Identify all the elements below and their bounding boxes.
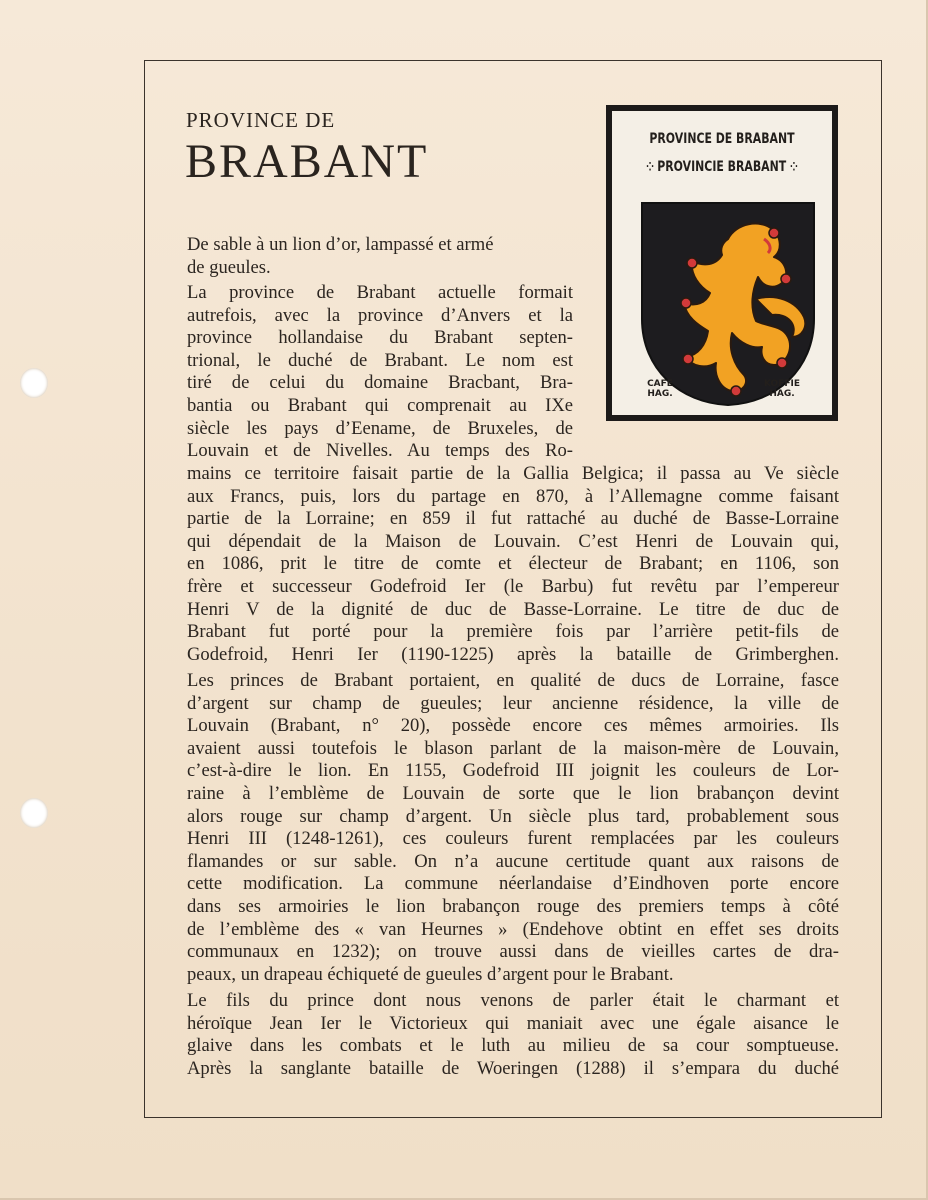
- paragraph-jean-ier: [187, 990, 839, 1080]
- text-line: De sable à un lion d’or, lampassé et armé: [187, 234, 494, 255]
- text-line: trional, le duché de Brabant. Le nom est: [187, 349, 573, 371]
- text-line: partie de la Lorraine; en 859 il fut rattaché au duché de Basse-Lorraine: [187, 508, 839, 530]
- text-line: peaux, un drapeau échiqueté de gueules d’argent pour le Brabant.: [187, 963, 674, 985]
- text-line: Brabant fut porté pour la première fois par l’arrière petit-fils de: [187, 621, 839, 643]
- text-line: alors rouge sur champ d’argent. Un siècle plus tard, probablement sous: [187, 805, 839, 827]
- text-line: Henri V de la dignité de duc de Basse-Lorraine. Le titre de duc de: [187, 598, 839, 620]
- text-line: dans ses armoiries le lion brabançon rouge des premiers temps à côté: [187, 895, 839, 917]
- text-line: Le fils du prince dont nous venons de parler était le charmant et: [187, 990, 839, 1011]
- paragraph-history-full: [187, 463, 839, 666]
- text-line: qui dépendait de la Maison de Louvain. C’est Henri de Louvain qui,: [187, 530, 839, 552]
- text-line: communaux en 1232); on trouve aussi dans de vieilles cartes de dra-: [187, 941, 839, 963]
- ornament-icon: ⁘: [789, 160, 798, 174]
- text-line: raine à l’emblème de Louvain de sorte que le lion brabançon devint: [187, 782, 839, 804]
- punch-hole-top: [20, 368, 48, 398]
- ornament-icon: ⁘: [646, 160, 658, 174]
- page-title: BRABANT: [185, 135, 429, 188]
- stamp-face: [612, 111, 832, 415]
- text-line: autrefois, avec la province d’Anvers et la: [187, 304, 573, 326]
- page-subtitle: PROVINCE DE: [186, 108, 336, 132]
- text-line: glaive dans les combats et le luth au milieu de sa cour somptueuse.: [187, 1035, 839, 1057]
- stamp-maker-left: CAFÉ HAG.: [647, 379, 673, 399]
- text-line: flamandes or sur sable. On n’a aucune certitude quant aux raisons de: [187, 850, 839, 872]
- stamp-caption-dutch: PROVINCIE BRABANT: [657, 159, 787, 175]
- text-line: aux Francs, puis, lors du partage en 870, à l’Allemagne comme faisant: [187, 485, 839, 507]
- paragraph-history-narrow: [187, 282, 573, 463]
- text-line: en 1086, prit le titre de comte et électeur de Brabant; en 1106, son: [187, 553, 839, 575]
- text-line: tiré de celui du domaine Bracbant, Bra-: [187, 372, 573, 394]
- punch-hole-bottom: [20, 798, 48, 828]
- text-line: siècle les pays d’Eename, de Bruxeles, de: [187, 417, 573, 439]
- text-line: Louvain (Brabant, n° 20), possède encore ces mêmes armoiries. Ils: [187, 715, 839, 737]
- text-line: de gueules.: [187, 256, 271, 278]
- text-line: La province de Brabant actuelle formait: [187, 282, 573, 303]
- text-line: frère et successeur Godefroid Ier (le Barbu) fut revêtu par l’empereur: [187, 575, 839, 597]
- paragraph-blazon: [187, 234, 573, 279]
- text-line: Après la sanglante bataille de Woeringen (1288) il s’empara du duché: [187, 1057, 839, 1079]
- text-line: Godefroid, Henri Ier (1190-1225) après la bataille de Grimberghen.: [187, 643, 839, 665]
- stamp-caption-dutch-row: [636, 159, 808, 175]
- text-line: bantia ou Brabant qui comprenait au IXe: [187, 394, 573, 416]
- text-line: Les princes de Brabant portaient, en qualité de ducs de Lorraine, fasce: [187, 670, 839, 691]
- stamp-caption-french: PROVINCE DE BRABANT: [649, 131, 795, 147]
- paragraph-princes: [187, 670, 839, 986]
- text-line: d’argent sur champ de gueules; leur ancienne résidence, la ville de: [187, 692, 839, 714]
- text-line: cette modification. La commune néerlandaise d’Eindhoven porte encore: [187, 873, 839, 895]
- text-line: mains ce territoire faisait partie de la Gallia Belgica; il passa au Ve siècle: [187, 463, 839, 484]
- text-line: de l’emblème des « van Heurnes » (Endehove obtint en effet ses droits: [187, 918, 839, 940]
- text-line: Louvain et de Nivelles. Au temps des Ro-: [187, 440, 573, 462]
- text-line: province hollandaise du Brabant septen-: [187, 327, 573, 349]
- text-line: Henri III (1248-1261), ces couleurs furent remplacées par les couleurs: [187, 828, 839, 850]
- text-line: avaient aussi toutefois le blason parlant de la maison-mère de Louvain,: [187, 737, 839, 759]
- text-line: c’est-à-dire le lion. En 1155, Godefroid III joignit les couleurs de Lor-: [187, 760, 839, 782]
- text-line: héroïque Jean Ier le Victorieux qui maniait avec une égale aisance le: [187, 1012, 839, 1034]
- coat-of-arms-stamp: [606, 105, 838, 421]
- shield-lion-icon: [636, 199, 820, 409]
- stamp-maker-right: KOFFIE HAG.: [763, 379, 800, 399]
